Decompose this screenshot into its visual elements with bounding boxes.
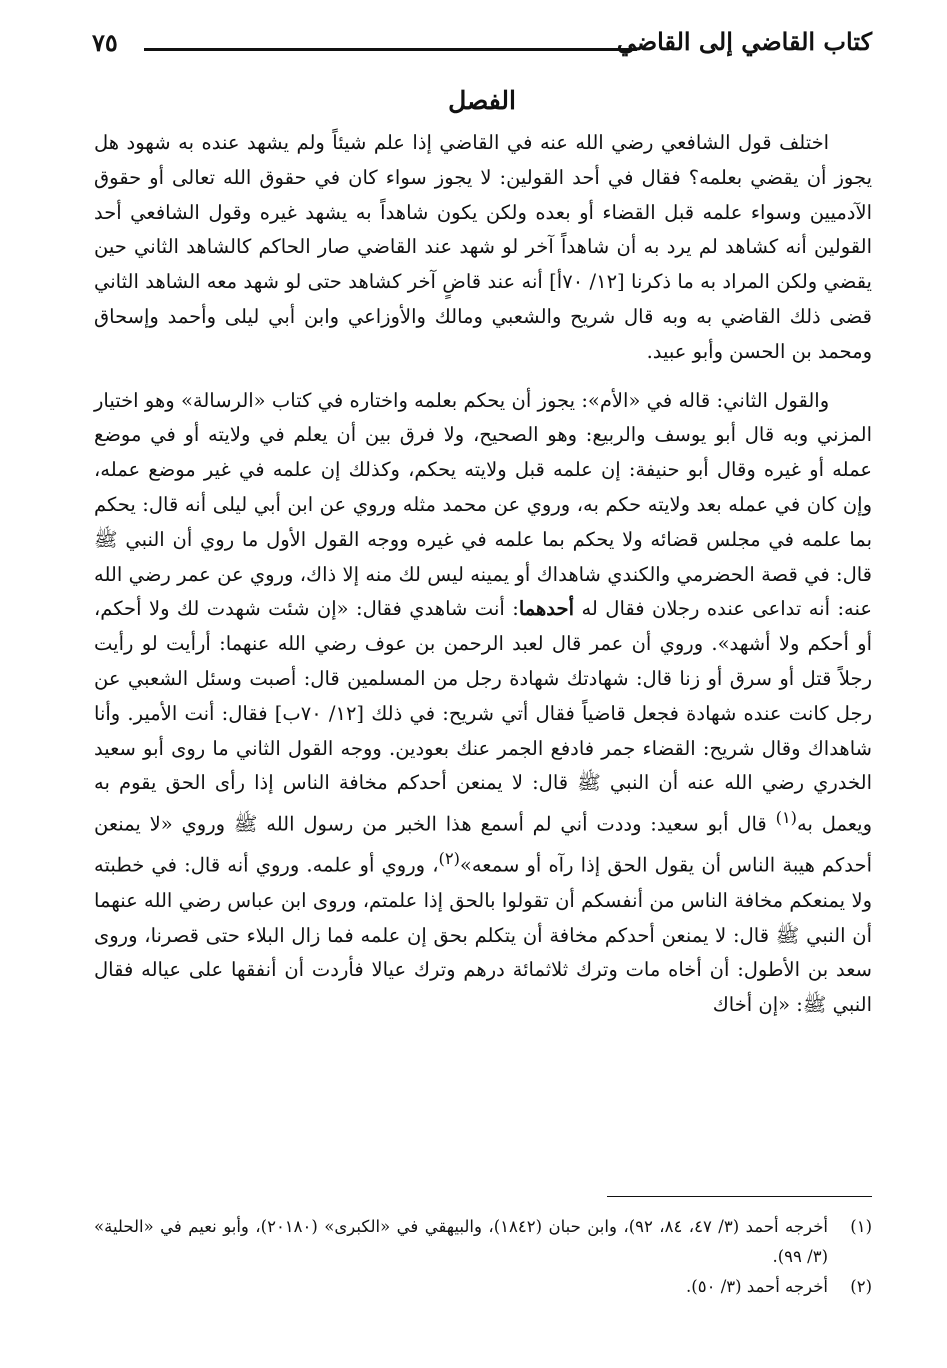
paragraph-2 [94,384,872,1023]
book-title: كتاب القاضي إلى القاضي [616,27,872,56]
paragraph-1: اختلف قول الشافعي رضي الله عنه في القاضي إذا علم شيئاً ولم يشهد عنده به شهود هل يجوز أن يقضي بعلمه؟ فقال في أحد القولين: لا يجوز سواء كان في حقوق الله تعالى أو حقوق الآدميين وسواء علمه قبل القضاء أو بعده ولكن يكون شاهداً به يشهد غيره وقول الشافعي أحد القولين أنه كشاهد لم يرد به أن شاهداً آخر لو شهد عند القاضي صار الحاكم كالشاهد الثاني حين يقضي ولكن المراد به ما ذكرنا [١٢/ ٧٠أ] أنه عند قاضٍ آخر كشاهد حتى لو شهد معه الشاهد الثاني قضى ذلك القاضي به وبه قال شريح والشعبي ومالك والأوزاعي وابن أبي ليلى وأحمد وإسحاق ومحمد بن الحسن وأبو عبيد. [94,131,872,363]
paragraph-2-part-b: : أنت شاهدي فقال: «إن شئت شهدت لك ولا أحكم، أو أحكم ولا أشهد». وروي أن عمر قال لعبد الرحمن بن عوف رضي الله عنهما: أرأيت لو رأيت رجلاً قتل أو سرق أو زنا قال: شهادتك شهادة رجل من المسلمين قال: أصبت وسئل الشعبي عن رجل كانت عنده شهادة فجعل قاضياً فقال أتي شريح: في ذلك [١٢/ ٧٠ب] فقال: أنت الأمير. وأنا شاهداك وقال شريح: القضاء جمر فادفع الجمر عنك بعودين. ووجه القول الثاني ما روى أبو سعيد الخدري رضي الله عنه أن النبي ﷺ قال: لا يمنعن أحدكم مخافة الناس إذا رأى الحق يقوم به ويعمل به [94,597,872,836]
footnote-2 [94,1272,872,1302]
footnote-ref-1[interactable]: (١) [775,808,797,828]
footnote-text: أخرجه أحمد (٣/ ٤٧، ٨٤، ٩٢)، وابن حبان (١٨٤٢)، والبيهقي في «الكبرى» (٢٠١٨٠)، وأبو نعيم في «الحلية» (٣/ ٩٩). [94,1217,828,1266]
main-text [94,126,872,1023]
paragraph-2-part-c: قال أبو سعيد: وددت أني لم أسمع هذا الخبر من رسول الله ﷺ وروي «لا يمنعن أحدكم هيبة الناس أن يقول الحق إذا رآه أو سمعه» [94,812,872,877]
footnotes [94,1212,872,1302]
footnote-text: أخرجه أحمد (٣/ ٥٠). [686,1277,828,1296]
section-heading: الفصل [448,86,516,115]
footnote-1 [94,1212,872,1272]
bold-word: أحدهما [518,597,575,621]
footnote-marker: (٢) [850,1277,872,1296]
footnote-separator [607,1196,872,1197]
paragraph-2-part-d: ، وروي أو علمه. وروي أنه قال: في خطبته ولا يمنعكم مخافة الناس من أنفسكم أن تقولوا بالحق إذا علمتم، وروى ابن عباس رضي الله عنهما أن النبي ﷺ قال: لا يمنعن أحدكم مخافة أن يتكلم بحق إن علمه فما زال البلاء حتى قصرنا، وروى سعد بن الأطول: أن أخاه مات وترك ثلاثمائة درهم وترك عيالا فأردت أن أنفقها على عياله فقال النبي ﷺ: «إن أخاك [94,853,872,1017]
footnote-ref-2[interactable]: (٢) [438,849,460,869]
running-header [92,20,872,70]
footnote-marker: (١) [850,1217,872,1236]
header-rule [144,48,637,51]
page-number: ٧٥ [92,28,118,57]
paragraph-2-part-a: والقول الثاني: قاله في «الأم»: يجوز أن يحكم بعلمه واختاره في كتاب «الرسالة» وهو اختيار المزني وبه قال أبو يوسف والربيع: وهو الصحيح، ولا فرق بين أن يعلم في ولايته أو في موضع عمله أو غيره وقال أبو حنيفة: إن علمه قبل ولايته يحكم، وكذلك إن علمه في غير موضع عمله، وإن كان في عمله بعد ولايته حكم به، وروي عن محمد مثله وروي عن ابن أبي ليلى أنه قال: يحكم بما علمه في مجلس قضائه ولا يحكم بما علمه في غيره ووجه القول الأول ما روي أن النبي ﷺ قال: في قصة الحضرمي والكندي شاهداك أو يمينه ليس لك منه إلا ذاك، وروي عن عمر رضي الله عنه: أنه تداعى عنده رجلان فقال له [94,388,872,621]
